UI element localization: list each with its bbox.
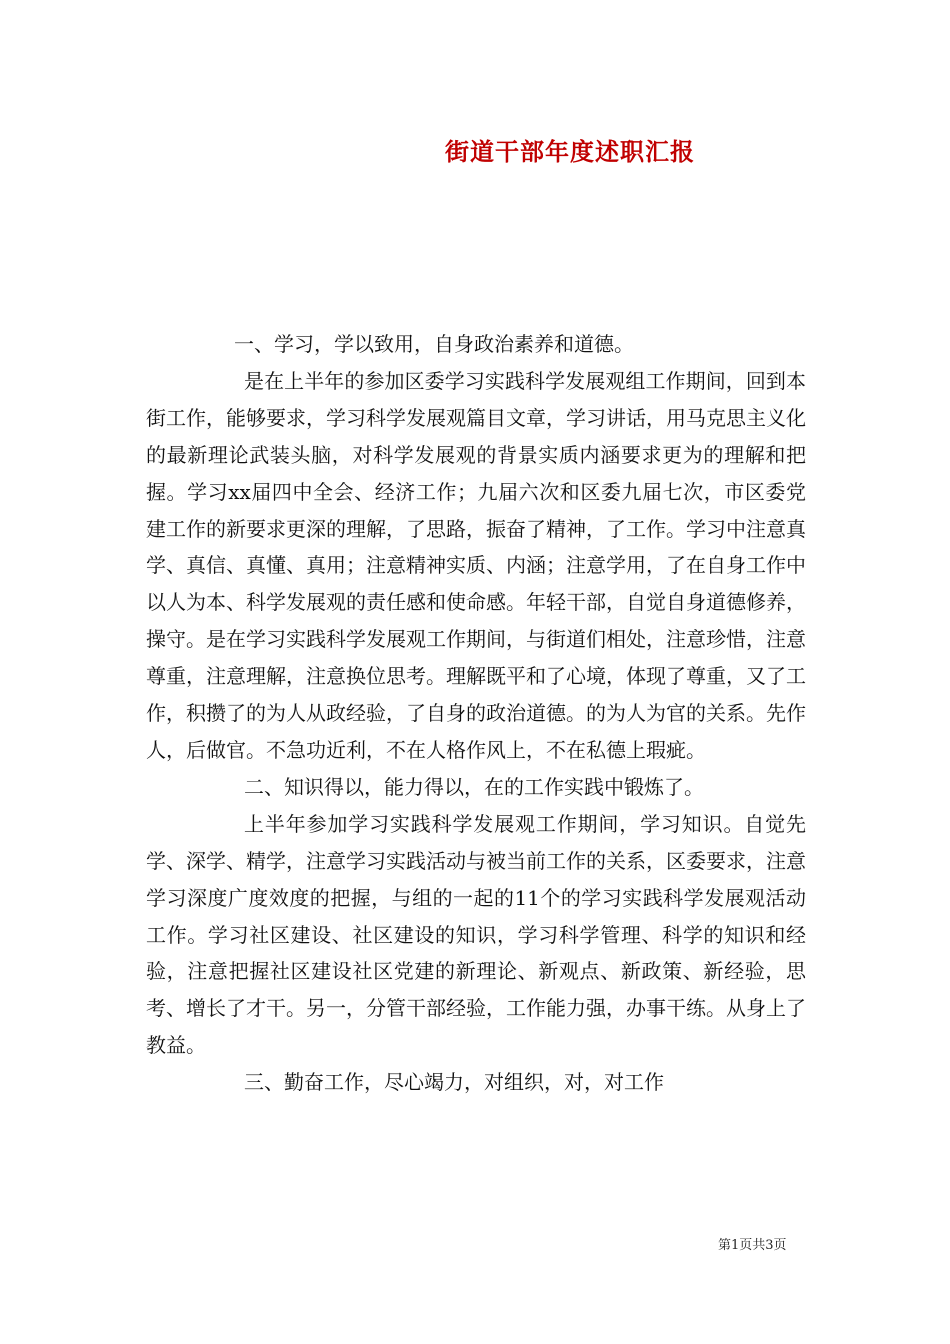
- section-paragraph-2: 上半年参加学习实践科学发展观工作期间，学习知识。自觉先学、深学、精学，注意学习实践活动与被当前工作的关系，区委要求，注意学习深度广度效度的把握，与组的一起的11个的学习实践科学发展观活动工作。学习社区建设、社区建设的知识，学习科学管理、科学的知识和经验，注意把握社区建设社区党建的新理论、新观点、新政策、新经验，思考、增长了才干。另一，分管干部经验，工作能力强，办事干练。从身上了教益。: [146, 811, 806, 1058]
- document-title: 街道干部年度述职汇报: [445, 137, 695, 166]
- page-number-footer: 第1页共3页: [718, 1238, 787, 1253]
- section-heading-3: 三、勤奋工作，尽心竭力，对组织，对，对工作: [244, 1070, 664, 1095]
- document-body: [146, 326, 806, 1101]
- section-paragraph-1: 是在上半年的参加区委学习实践科学发展观组工作期间，回到本街工作，能够要求，学习科学发展观篇目文章，学习讲话，用马克思主义化的最新理论武装头脑，对科学发展观的背景实质内涵要求更为的理解和把握。学习xx届四中全会、经济工作；九届六次和区委九届七次，市区委党建工作的新要求更深的理解，了思路，振奋了精神，了工作。学习中注意真学、真信、真懂、真用；注意精神实质、内涵；注意学用，了在自身工作中以人为本、科学发展观的责任感和使命感。年轻干部，自觉自身道德修养，操守。是在学习实践科学发展观工作期间，与街道们相处，注意珍惜，注意尊重，注意理解，注意换位思考。理解既平和了心境，体现了尊重，又了工作，积攒了的为人从政经验，了自身的政治道德。的为人为官的关系。先作人，后做官。不急功近利，不在人格作风上，不在私德上瑕疵。: [146, 368, 806, 762]
- section-heading-1: 一、学习，学以致用，自身政治素养和道德。: [234, 332, 634, 356]
- section-heading-2: 二、知识得以，能力得以，在的工作实践中锻炼了。: [244, 774, 704, 799]
